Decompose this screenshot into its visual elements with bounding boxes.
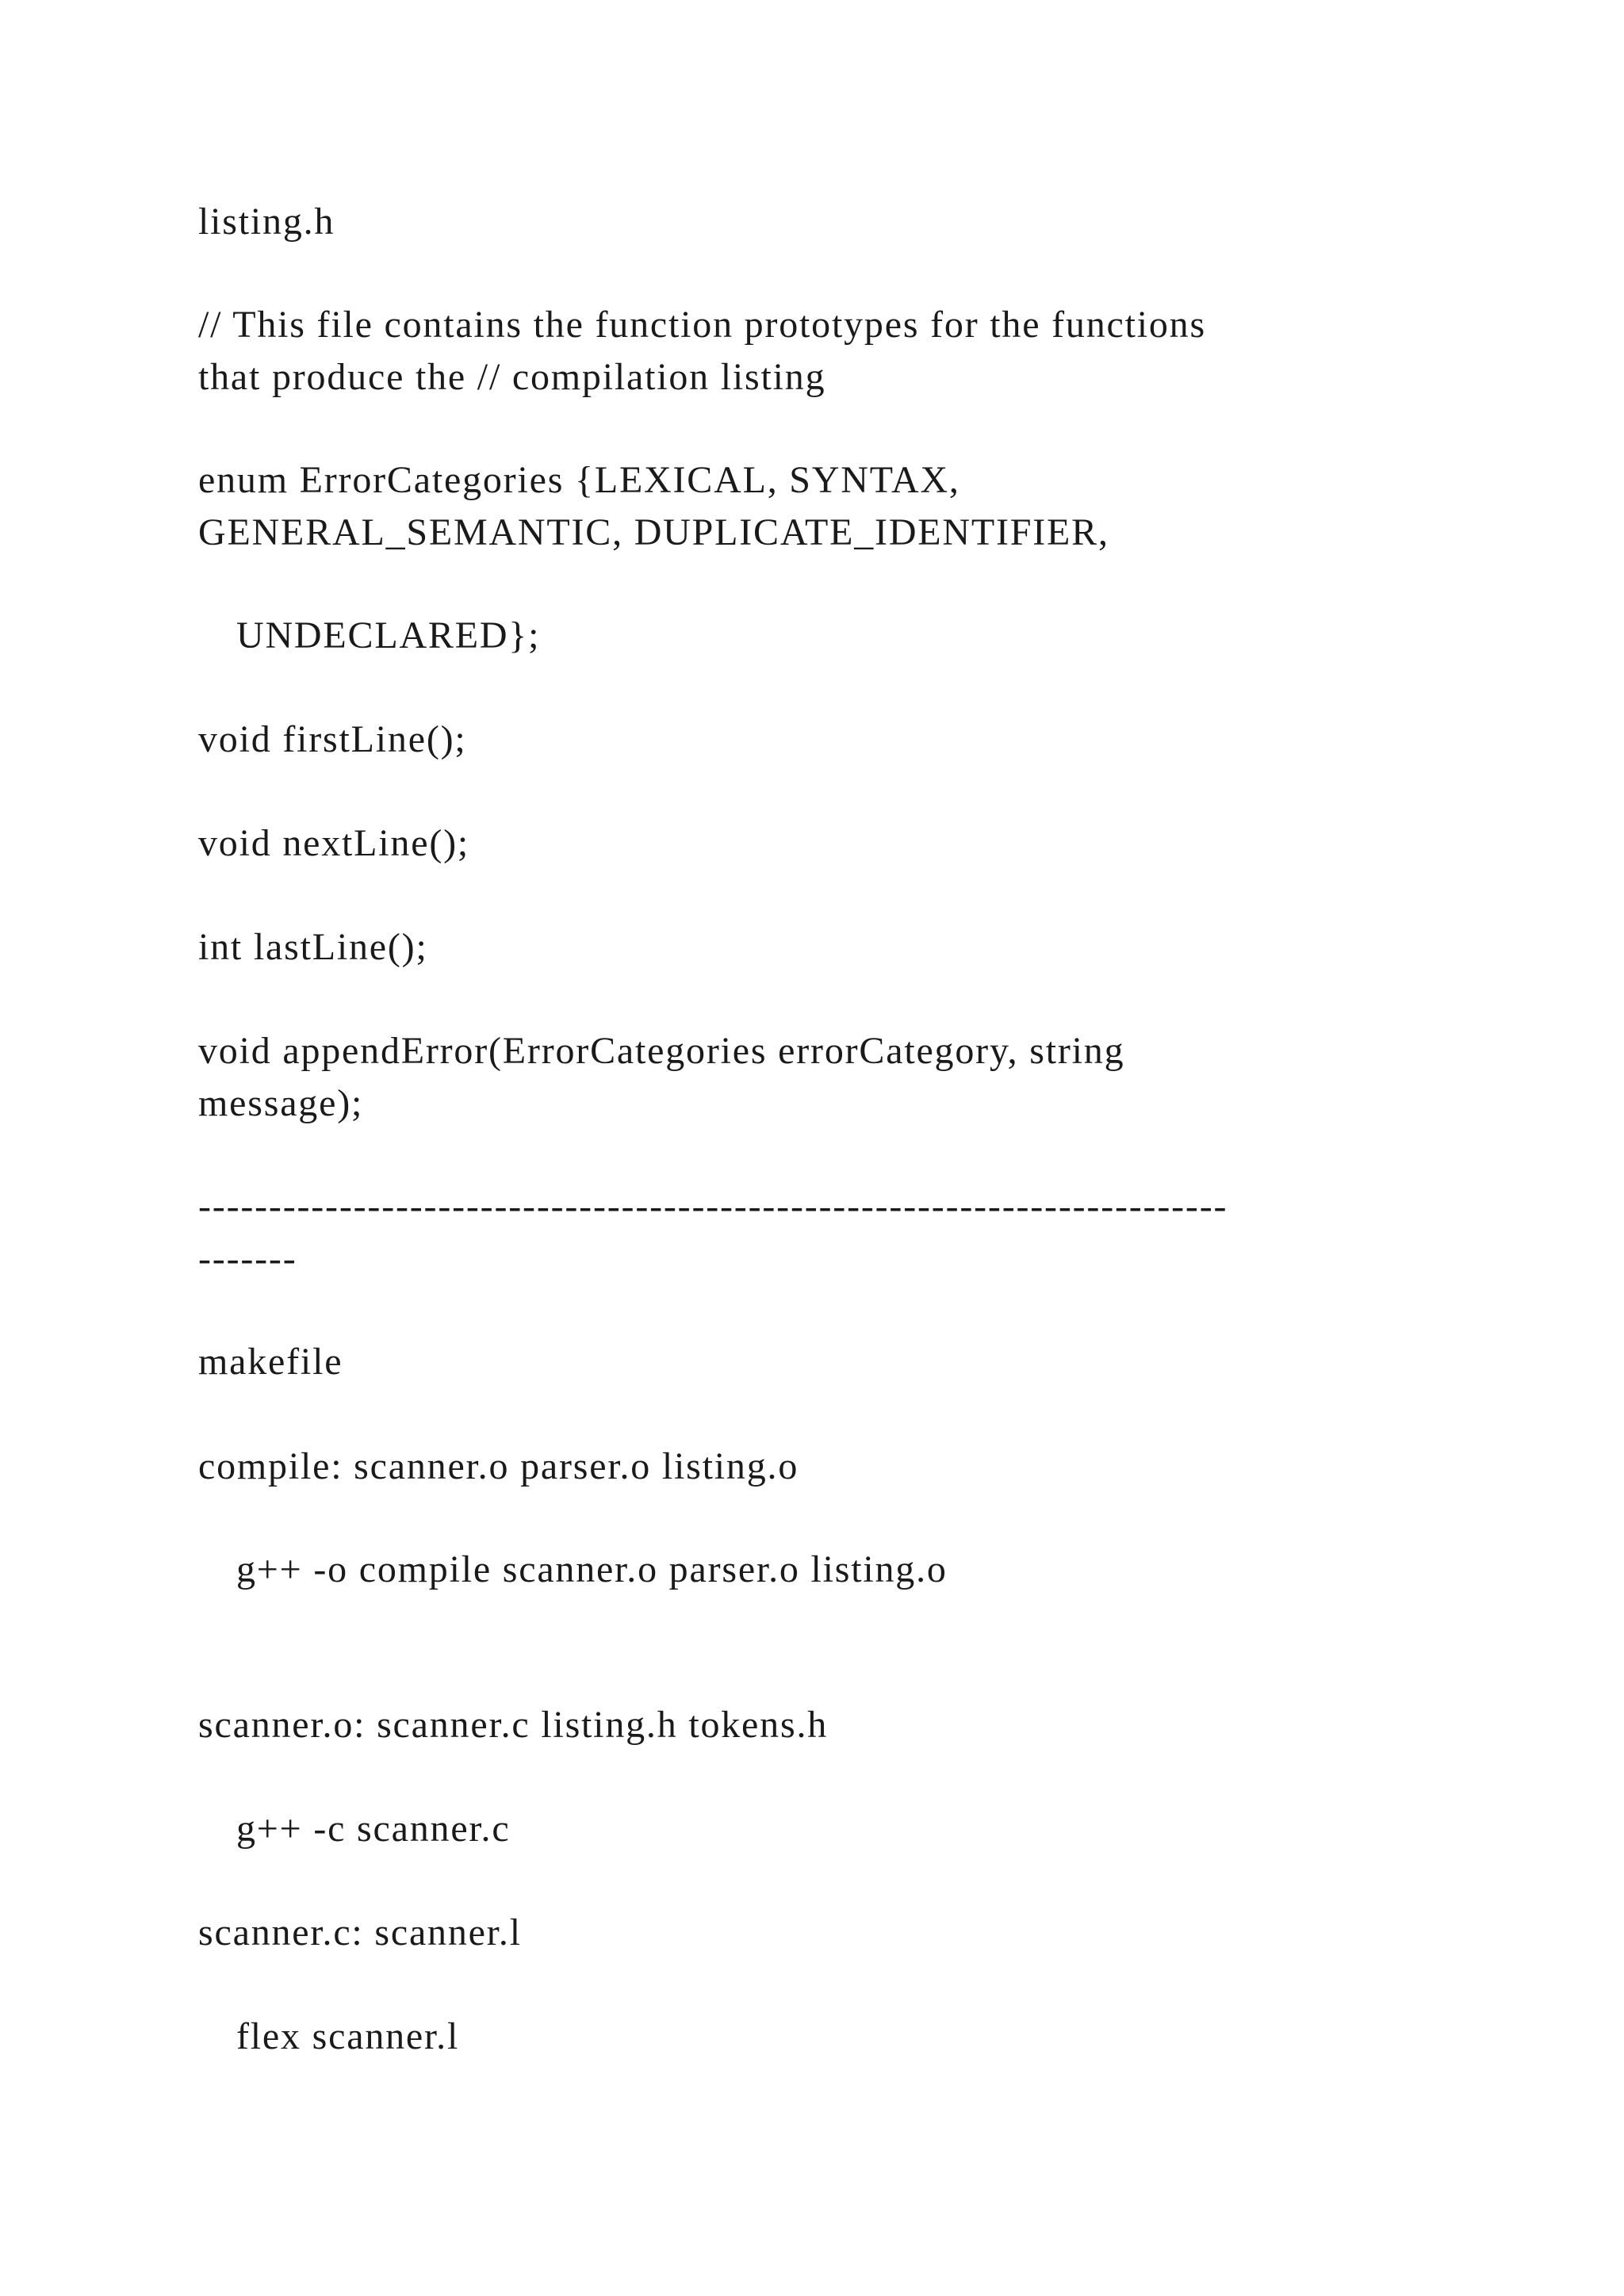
enum-declaration-line-1: enum ErrorCategories {LEXICAL, SYNTAX, [198,459,960,501]
file-heading-makefile: makefile [198,1341,343,1383]
prototype-append-error-line-2: message); [198,1082,364,1124]
comment-line-2: that produce the // compilation listing [198,356,826,398]
prototype-next-line: void nextLine(); [198,822,470,864]
prototype-append-error-line-1: void appendError(ErrorCategories errorCategory, string [198,1030,1125,1072]
comment-line-1: // This file contains the function prototypes for the functions [198,304,1206,346]
make-command-scanner-o: g++ -c scanner.c [236,1808,511,1850]
make-target-compile: compile: scanner.o parser.o listing.o [198,1445,799,1487]
make-target-scanner-c: scanner.c: scanner.l [198,1911,522,1954]
prototype-first-line: void firstLine(); [198,718,467,760]
separator-line-2: ------- [198,1238,297,1280]
enum-declaration-line-3: UNDECLARED}; [236,614,541,656]
prototype-last-line: int lastLine(); [198,926,428,968]
make-command-compile: g++ -o compile scanner.o parser.o listing.o [236,1548,948,1590]
make-target-scanner-o: scanner.o: scanner.c listing.h tokens.h [198,1704,829,1746]
make-command-scanner-c: flex scanner.l [236,2015,460,2057]
enum-declaration-line-2: GENERAL_SEMANTIC, DUPLICATE_IDENTIFIER, [198,511,1109,553]
file-heading-listing-h: listing.h [198,201,335,243]
separator-line-1: ------------------------------------------------------------------------- [198,1185,1228,1227]
